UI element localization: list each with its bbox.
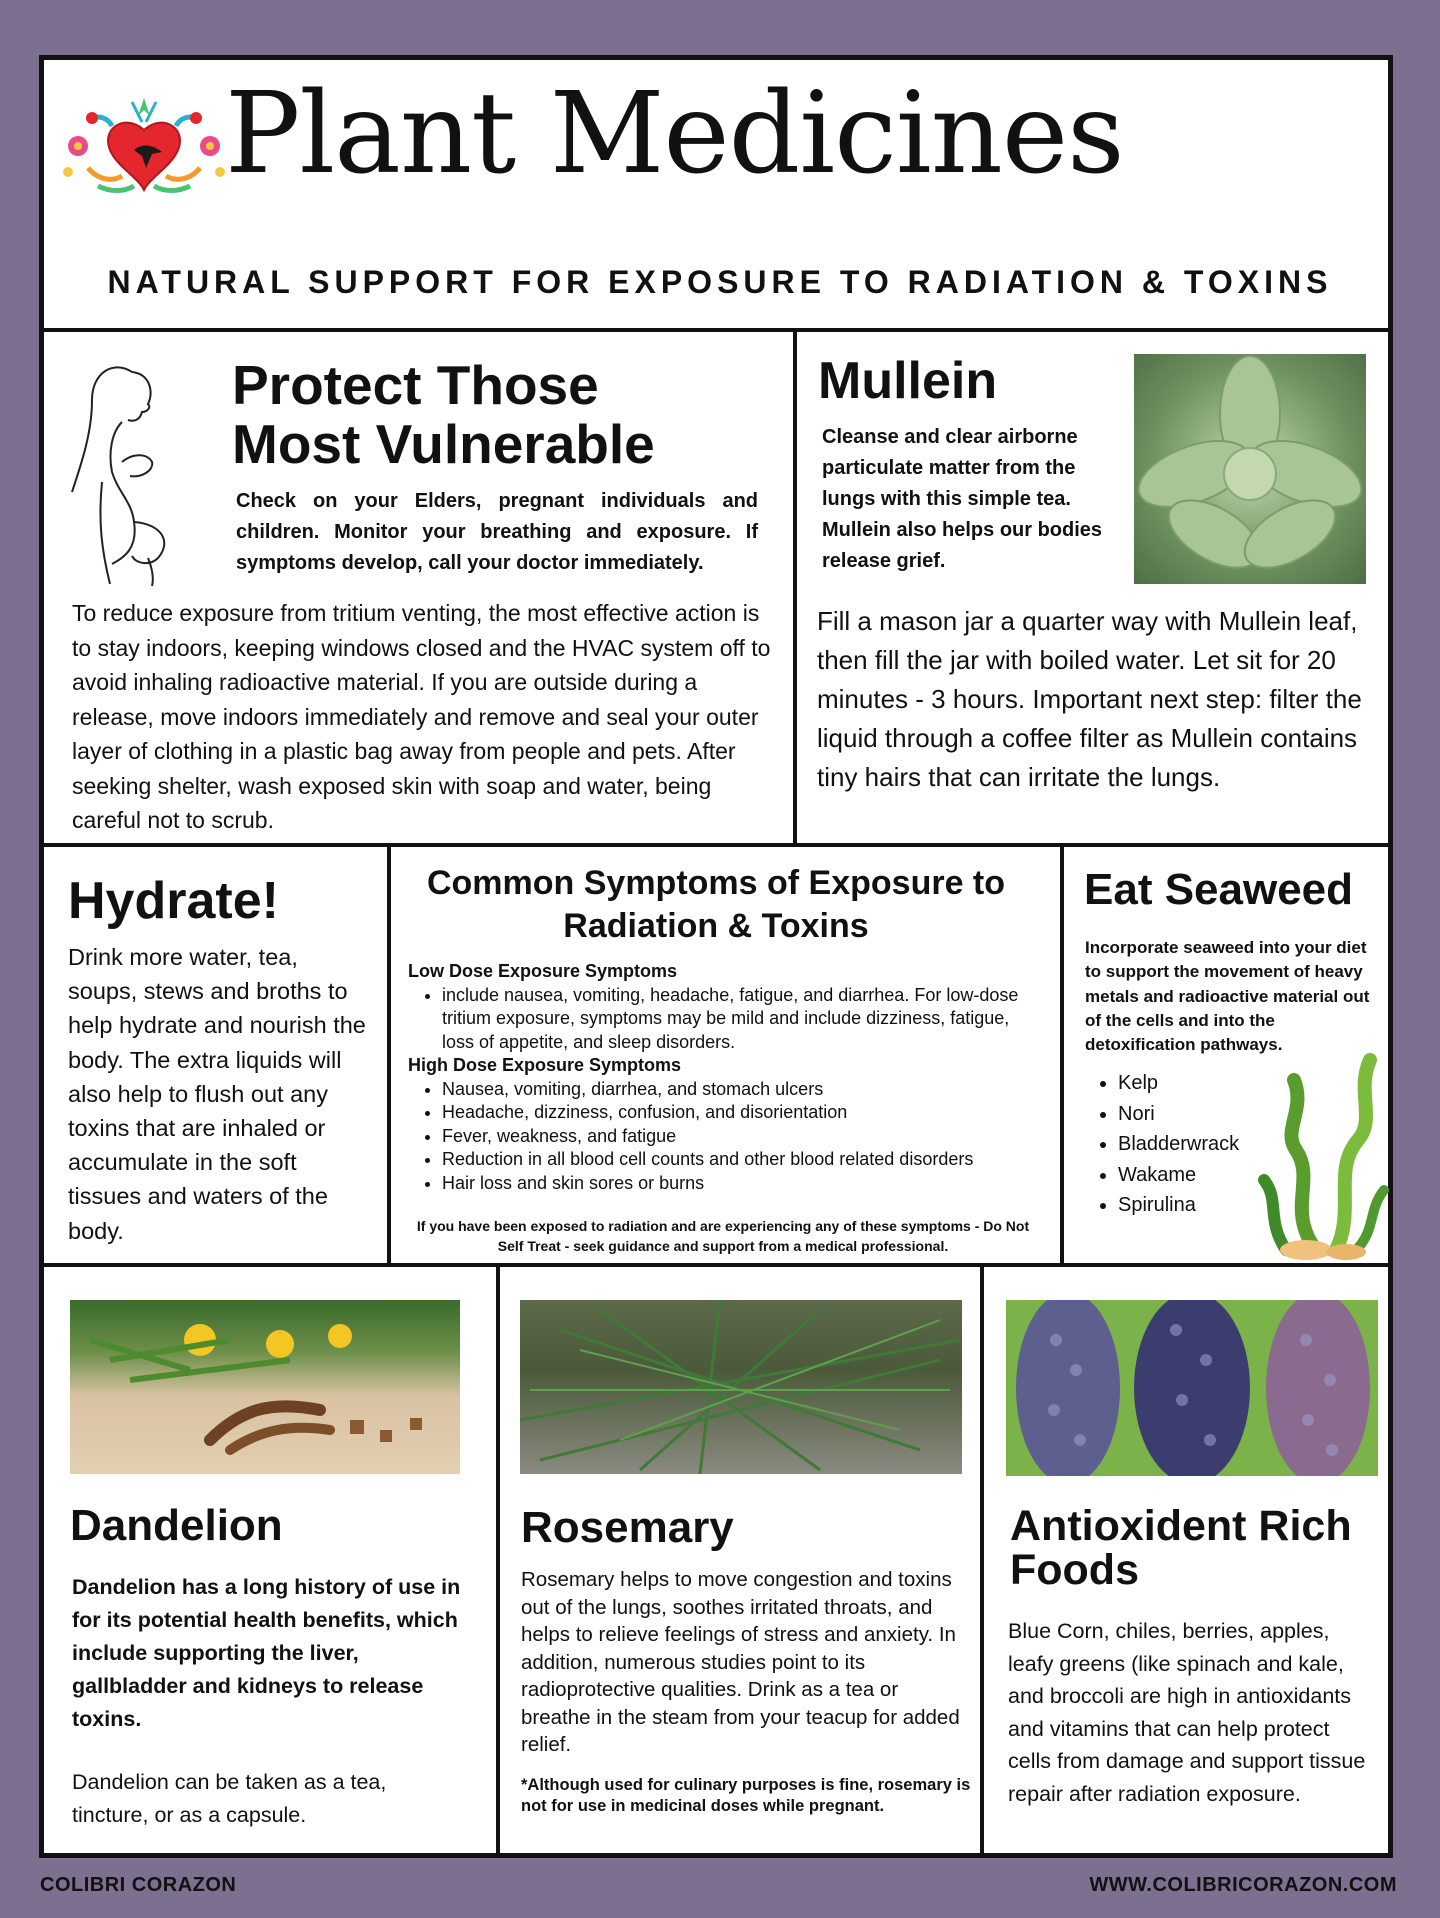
rosemary-body: Rosemary helps to move congestion and toxins out of the lungs, soothes irritated throats, and helps to relieve feelings of stress and anxiety. In addition, numerous studies point to its radioprotective qualities. Drink as a tea or breathe in the steam from your teacup for added relief. [521,1568,960,1756]
pregnant-woman-line-art [62,352,192,587]
antioxidant-body: Blue Corn, chiles, berries, apples, leafy greens (like spinach and kale, and broccoli are high in antioxidants and vitamins that can help protect cells from damage and support tissue repair after radiation exposure. [1008,1619,1366,1806]
dandelion-body: Dandelion can be taken as a tea, tincture, or as a capsule. [72,1770,387,1827]
divider-row1 [793,330,797,845]
high-dose-item: • Fever, weakness, and fatigue [442,1125,1044,1149]
heart-hummingbird-logo [58,90,230,202]
symptoms-list [408,960,1044,1195]
page-title: Plant Medicines [225,69,1124,199]
seaweed-item: • Kelp [1118,1068,1318,1099]
seaweed-lead: Incorporate seaweed into your diet to support the movement of heavy metals and radioactive material out of the cells and into the detoxification pathways. [1085,938,1370,1055]
blue-corn-photo [1006,1300,1378,1476]
divider-row2-bottom [43,1263,1393,1267]
divider-header [43,328,1393,332]
seaweed-item: • Wakame [1118,1160,1318,1191]
divider-row2-a [387,845,391,1265]
seaweed-title: Eat Seaweed [1084,865,1354,914]
symptoms-title: Common Symptoms of Exposure to Radiation & Toxins [426,864,1006,945]
high-dose-item: • Nausea, vomiting, diarrhea, and stomach ulcers [442,1078,1044,1102]
high-dose-item: • Reduction in all blood cell counts and other blood related disorders [442,1148,1044,1172]
protect-body: To reduce exposure from tritium venting, the most effective action is to stay indoors, keeping windows closed and the HVAC system off to avoid inhaling radioactive material. If you are outside during a release, move indoors immediately and remove and seal your outer layer of clothing in a plastic bag away from people and pets. After seeking shelter, wash exposed skin with soap and water, being careful not to scrub. [72,600,771,833]
page-subtitle: NATURAL SUPPORT FOR EXPOSURE TO RADIATION & TOXINS [107,264,1333,300]
low-dose-item: • include nausea, vomiting, headache, fatigue, and diarrhea. For low-dose tritium exposure, symptoms may be mild and include dizziness, fatigue, loss of appetite, and sleep disorders. [442,984,1044,1055]
mullein-photo [1134,354,1366,584]
high-dose-heading: High Dose Exposure Symptoms [408,1055,682,1075]
divider-row3-b [980,1265,984,1855]
antioxidant-title-line1: Antioxident Rich [1010,1502,1352,1550]
footer-brand: COLIBRI CORAZON [40,1874,237,1896]
protect-lead: Check on your Elders, pregnant individuals and children. Monitor your breathing and exposure. If symptoms develop, call your doctor immediately. [236,490,758,574]
seaweed-item: • Spirulina [1118,1190,1318,1221]
divider-row2-b [1060,845,1064,1265]
antioxidant-title-line2: Foods [1010,1546,1139,1594]
seaweed-item: • Nori [1118,1099,1318,1130]
rosemary-note: *Although used for culinary purposes is fine, rosemary is not for use in medicinal doses while pregnant. [521,1776,971,1815]
divider-row1-bottom [43,843,1393,847]
dandelion-lead: Dandelion has a long history of use in for its potential health benefits, which include supporting the liver, gallbladder and kidneys to release toxins. [72,1575,461,1731]
high-dose-list [408,1078,1044,1196]
dandelion-photo [70,1300,460,1474]
low-dose-heading: Low Dose Exposure Symptoms [408,961,678,981]
hydrate-body: Drink more water, tea, soups, stews and broths to help hydrate and nourish the body. The extra liquids will also help to flush out any toxins that are inhaled or accumulate in the soft tissues and waters of the body. [68,944,366,1244]
rosemary-title: Rosemary [521,1503,734,1552]
footer-website[interactable]: WWW.COLIBRICORAZON.COM [1089,1874,1397,1896]
protect-title-line1: Protect Those [232,354,599,416]
seaweed-item: • Bladderwrack [1118,1129,1318,1160]
protect-title-line2: Most Vulnerable [232,412,655,475]
dandelion-title: Dandelion [70,1501,283,1550]
high-dose-item: • Hair loss and skin sores or burns [442,1172,1044,1196]
mullein-body: Fill a mason jar a quarter way with Mullein leaf, then fill the jar with boiled water. Let sit for 20 minutes - 3 hours. Important next step: filter the liquid through a coffee filter as Mullein contains tiny hairs that can irritate the lungs. [817,606,1362,792]
high-dose-item: • Headache, dizziness, confusion, and disorientation [442,1101,1044,1125]
hydrate-title: Hydrate! [68,872,279,930]
rosemary-photo [520,1300,962,1474]
mullein-lead: Cleanse and clear airborne particulate matter from the lungs with this simple tea. Mullein also helps our bodies release grief. [822,426,1103,572]
divider-row3-a [496,1265,500,1855]
low-dose-list [408,984,1044,1055]
seaweed-illustration [1246,1040,1392,1262]
symptoms-note: If you have been exposed to radiation and are experiencing any of these symptoms - Do Not Self Treat - seek guidance and support from a medical professional. [416,1218,1030,1254]
mullein-title: Mullein [818,352,998,410]
